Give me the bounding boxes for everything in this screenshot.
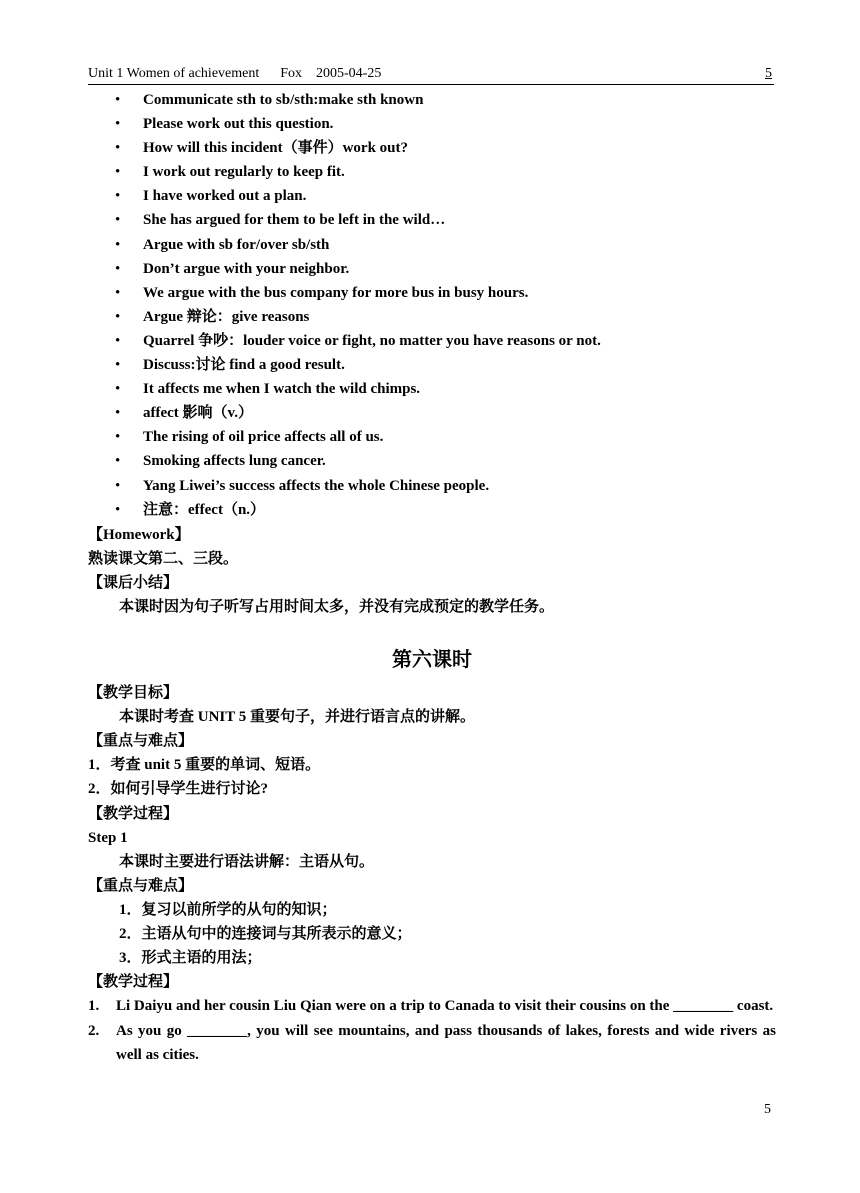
bullet-text: She has argued for them to be left in the wild… <box>143 212 446 229</box>
bullet-item <box>88 426 776 450</box>
bullet-text: Argue with sb for/over sb/sth <box>143 236 330 253</box>
homework-text: 熟读课文第二、三段。 <box>88 550 239 567</box>
homework-heading: 【Homework】 <box>88 526 190 543</box>
bullet-item <box>88 499 776 523</box>
bullet-text: How will this incident（事件）work out? <box>143 140 409 157</box>
document-body <box>88 89 776 1068</box>
bullet-text: Communicate sth to sb/sth:make sth known <box>143 92 424 108</box>
bullet-item <box>88 354 776 378</box>
bullet-item <box>88 161 776 185</box>
bullet-dot-icon: • <box>115 116 121 133</box>
goal-text: 本课时考查 UNIT 5 重要句子，并进行语言点的讲解。 <box>119 709 475 726</box>
bullet-text: The rising of oil price affects all of us. <box>143 429 384 446</box>
bullet-dot-icon: • <box>115 164 121 181</box>
bullet-text: We argue with the bus company for more bus in busy hours. <box>143 284 529 301</box>
bullet-item <box>88 378 776 402</box>
key-item: 1．考查 unit 5 重要的单词、短语。 <box>88 757 321 774</box>
bullet-dot-icon: • <box>115 501 121 518</box>
page-header <box>88 64 774 85</box>
bullet-dot-icon: • <box>115 212 121 229</box>
key2-item: 2．主语从句中的连接词与其所表示的意义； <box>119 926 412 942</box>
header-page-number: 5 <box>765 66 772 81</box>
goal-heading: 【教学目标】 <box>88 685 179 702</box>
key-heading: 【重点与难点】 <box>88 733 194 750</box>
bullet-dot-icon: • <box>115 140 121 157</box>
key2-item: 3．形式主语的用法； <box>119 950 262 967</box>
process-heading: 【教学过程】 <box>88 805 179 822</box>
bullet-item <box>88 306 776 330</box>
step-label: Step 1 <box>88 829 128 846</box>
bullet-dot-icon: • <box>115 236 121 253</box>
bullet-item <box>88 475 776 499</box>
question-number: 2. <box>88 1022 100 1039</box>
question-text: As you go ________, you will see mountains, and pass thousands of lakes, forests and wide rivers as well as cities. <box>116 1022 776 1064</box>
bullet-item <box>88 402 776 426</box>
key2-heading: 【重点与难点】 <box>88 877 194 894</box>
question-item <box>88 994 776 1019</box>
bullet-text: affect 影响（v.） <box>143 405 253 422</box>
bullet-item <box>88 113 776 137</box>
question-text: Li Daiyu and her cousin Liu Qian were on a trip to Canada to visit their cousins on the ________ coast. <box>116 998 774 1015</box>
bullet-text: Yang Liwei’s success affects the whole Chinese people. <box>143 477 490 494</box>
footer-page-number: 5 <box>764 1102 771 1117</box>
summary-text: 本课时因为句子听写占用时间太多，并没有完成预定的教学任务。 <box>119 598 555 615</box>
bullet-dot-icon: • <box>115 260 121 277</box>
bullet-item <box>88 137 776 161</box>
bullet-text: I work out regularly to keep fit. <box>143 164 345 181</box>
summary-heading: 【课后小结】 <box>88 574 179 591</box>
bullet-text: Don’t argue with your neighbor. <box>143 260 350 277</box>
bullet-item <box>88 330 776 354</box>
bullet-item <box>88 282 776 306</box>
bullet-item <box>88 450 776 474</box>
section-title: 第六课时 <box>392 647 472 672</box>
bullet-dot-icon: • <box>115 284 121 301</box>
bullet-dot-icon: • <box>115 357 121 374</box>
bullet-list <box>88 89 776 523</box>
process2-heading: 【教学过程】 <box>88 974 179 991</box>
header-title: Unit 1 Women of achievement Fox 2005-04-25 <box>88 66 382 81</box>
question-item <box>88 1019 776 1068</box>
bullet-item <box>88 234 776 258</box>
bullet-text: I have worked out a plan. <box>143 188 307 205</box>
key-item: 2．如何引导学生进行讨论? <box>88 781 269 798</box>
bullet-dot-icon: • <box>115 92 121 108</box>
bullet-item <box>88 258 776 282</box>
bullet-dot-icon: • <box>115 477 121 494</box>
bullet-item <box>88 89 776 113</box>
bullet-dot-icon: • <box>115 381 121 398</box>
question-number: 1. <box>88 998 100 1015</box>
bullet-dot-icon: • <box>115 405 121 422</box>
bullet-item <box>88 185 776 209</box>
bullet-text: Argue 辩论：give reasons <box>143 308 310 325</box>
bullet-text: It affects me when I watch the wild chimps. <box>143 381 421 398</box>
bullet-dot-icon: • <box>115 188 121 205</box>
key2-item: 1．复习以前所学的从句的知识； <box>119 901 337 918</box>
bullet-text: 注意：effect（n.） <box>143 501 266 518</box>
step-text: 本课时主要进行语法讲解：主语从句。 <box>119 853 375 870</box>
bullet-dot-icon: • <box>115 429 121 446</box>
bullet-text: Smoking affects lung cancer. <box>143 453 326 470</box>
bullet-dot-icon: • <box>115 308 121 325</box>
bullet-text: Quarrel 争吵：louder voice or fight, no matter you have reasons or not. <box>143 332 601 349</box>
bullet-text: Please work out this question. <box>143 116 334 133</box>
bullet-dot-icon: • <box>115 453 121 470</box>
bullet-item <box>88 209 776 233</box>
bullet-text: Discuss:讨论 find a good result. <box>143 357 345 374</box>
bullet-dot-icon: • <box>115 332 121 349</box>
